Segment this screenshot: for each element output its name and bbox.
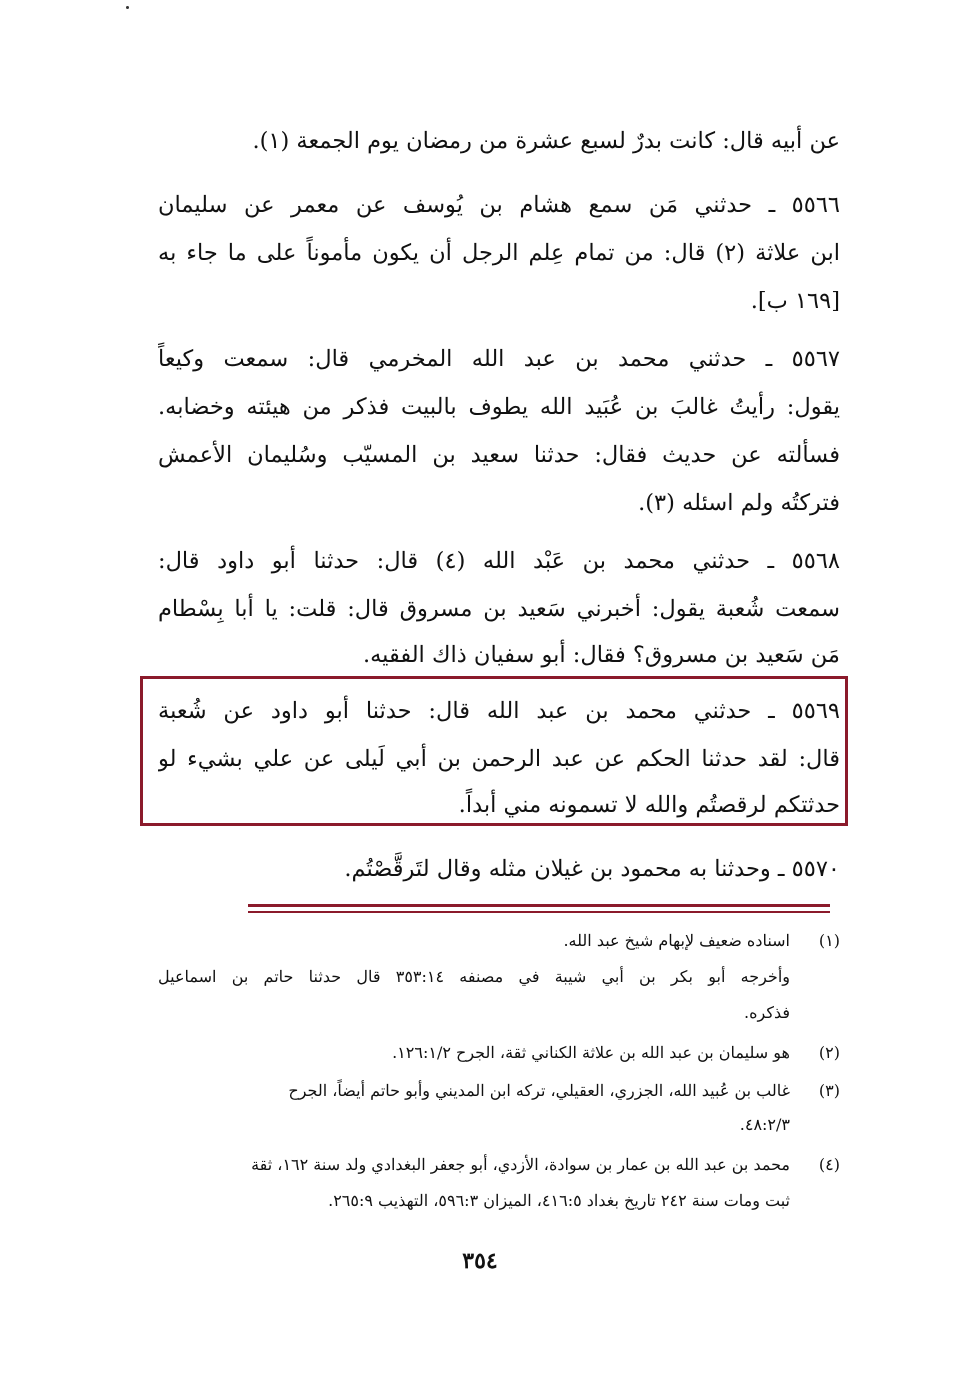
hadith-5567-line-2: يقول: رأيتُ غالبَ بن عُبَيد الله يطوف بالبيت فذكر من هيئته وخضابه. (158, 394, 840, 420)
footnote-number: (٣) (818, 1081, 840, 1100)
hadith-5569-line-1: ٥٥٦٩ ـ حدثني محمد بن عبد الله قال: حدثنا أبو داود عن شُعبة (158, 698, 840, 724)
hadith-5568-line-2: سمعت شُعبة يقول: أخبرني سَعيد بن مسروق قال: قلت: يا أبا بِسْطام (158, 596, 840, 622)
footnote-number: (٤) (818, 1155, 840, 1174)
footnote-4-continued: ثبت ومات سنة ٢٤٢ تاريخ بغداد ٤١٦:٥، الميزان ٥٩٦:٣، التهذيب ٢٦٥:٩. (328, 1191, 790, 1210)
footnote-text: محمد بن عبد الله بن عمار بن سوادة، الأزدي، أبو جعفر البغدادي ولد سنة ١٦٢، ثقة (251, 1155, 790, 1174)
hadith-5567-line-1: ٥٥٦٧ ـ حدثني محمد بن عبد الله المخرمي قال: سمعت وكيعاً (158, 346, 840, 372)
hadith-5566-line-3: [١٦٩ ب]. (750, 288, 840, 314)
footnote-number: (٢) (818, 1043, 840, 1062)
footnote-text: غالب بن عُبيد الله، الجزري، العقيلي، تركه ابن المديني وأبو حاتم أيضاً، الجرح (288, 1081, 790, 1100)
footnote-3-continued: ٤٨:٢/٣. (739, 1115, 790, 1134)
page-number: ٣٥٤ (462, 1248, 498, 1274)
footnote-1 (158, 928, 840, 954)
footnote-text: اسناده ضعيف لإبهام شيخ عبد الله. (563, 931, 790, 950)
footnote-separator (248, 904, 830, 907)
hadith-5570-line-1: ٥٥٧٠ ـ وحدثنا به محمود بن غيلان مثله وقال لتَرقَّصْتُم. (344, 856, 840, 882)
hadith-5567-line-4: فتركتُه ولم اسئله (٣). (638, 490, 840, 516)
footnote-separator-2 (248, 911, 830, 913)
footnote-4 (158, 1152, 840, 1178)
footnote-3 (158, 1078, 840, 1104)
scan-speck (126, 6, 129, 9)
footnote-1-continued-2: فذكره. (744, 1003, 790, 1022)
hadith-5568-line-1: ٥٥٦٨ ـ حدثني محمد بن عَبْد الله (٤) قال: حدثنا أبو داود قال: (158, 548, 840, 574)
hadith-5568-line-3: مَن سَعيد بن مسروق؟ فقال: أبو سفيان ذاك الفقيه. (362, 642, 840, 668)
text-line: عن أبيه قال: كانت بدرٌ لسبع عشرة من رمضان يوم الجمعة (١). (252, 128, 840, 154)
footnote-2 (158, 1040, 840, 1066)
hadith-5569-line-2: قال: لقد حدثنا الحكم عن عبد الرحمن بن أبي لَيلى عن علي بشيء لو (158, 746, 840, 772)
hadith-5567-line-3: فسألته عن حديث فقال: حدثنا سعيد بن المسيّب وسُليمان الأعمش (158, 442, 840, 468)
hadith-5566-line-1: ٥٥٦٦ ـ حدثني مَن سمع هشام بن يُوسف عن معمر عن سليمان (158, 192, 840, 218)
footnote-1-continued: وأخرجه أبو بكر بن أبي شيبة في مصنفه ٣٥٣:١٤ قال حدثنا حاتم بن اسماعيل (158, 967, 790, 986)
footnote-number: (١) (818, 931, 840, 950)
hadith-5569-line-3: حدثتكم لرقصتُم والله لا تسمونه مني أبداً. (458, 792, 840, 818)
footnote-text: هو سليمان بن عبد الله بن علاثة الكناني ثقة، الجرح ١٢٦:١/٢. (392, 1043, 790, 1062)
hadith-5566-line-2: ابن علاثة (٢) قال: من تمام عِلم الرجل أن يكون مأموناً على ما جاء به (158, 240, 840, 266)
